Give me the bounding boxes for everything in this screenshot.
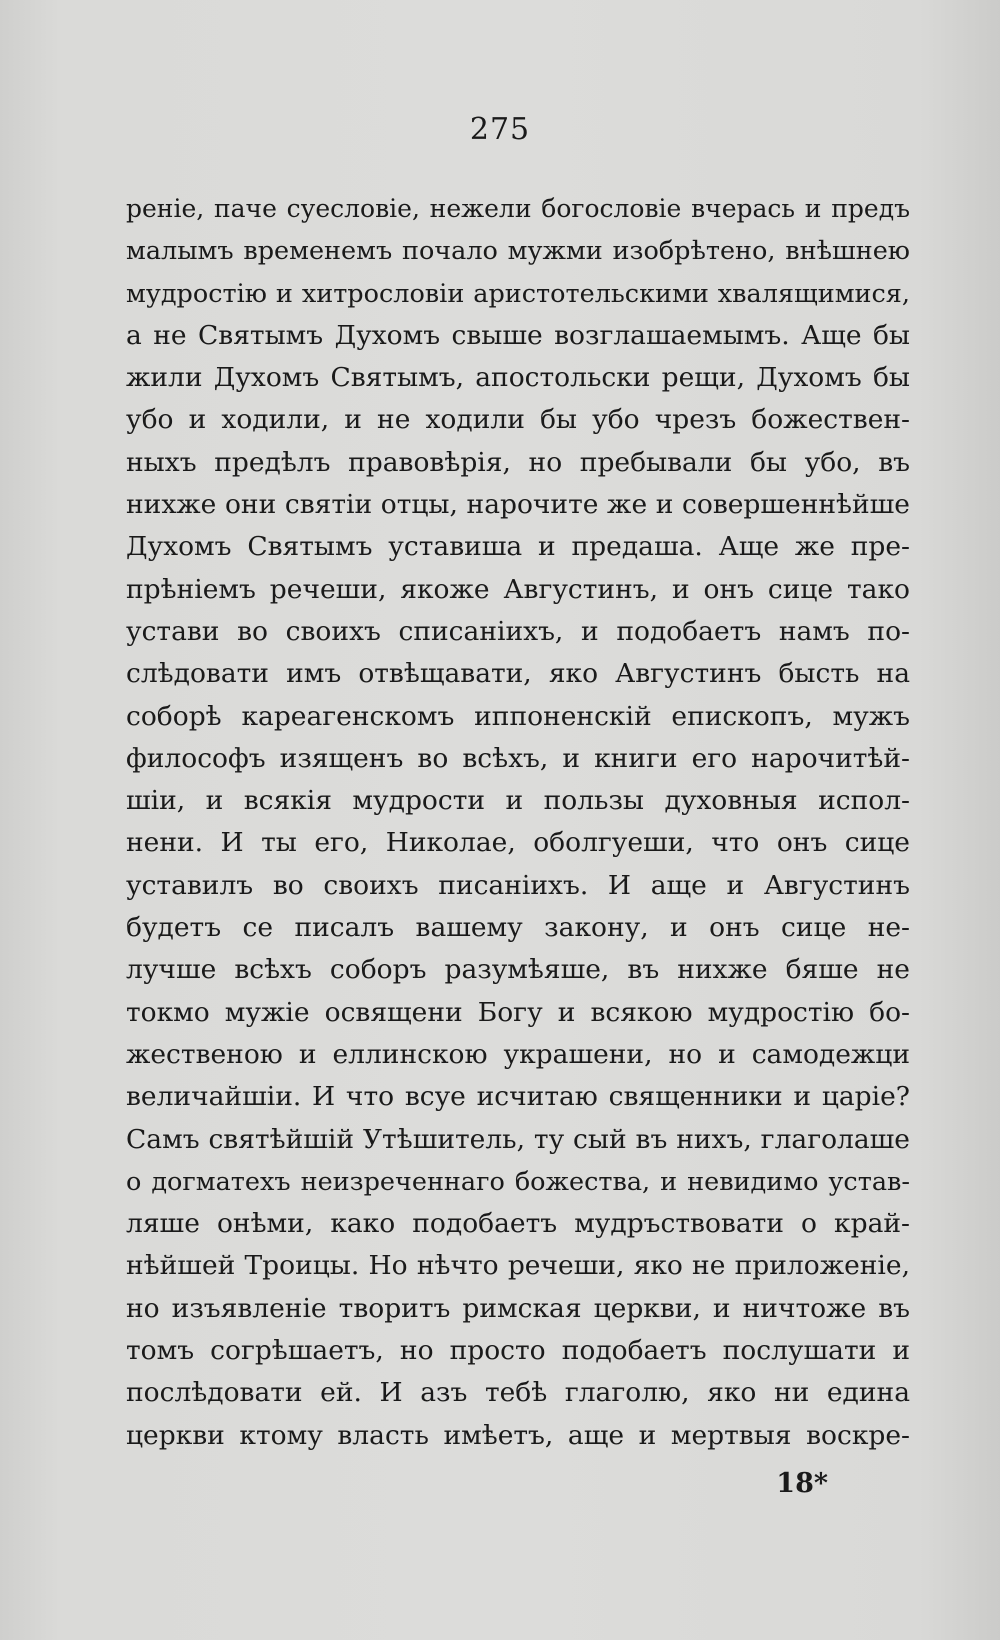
text-line: послѣдовати ей. И азъ тебѣ глаголю, яко ни едина [126,1377,910,1409]
text-line: ляше онѣми, како подобаетъ мудръствовати о край- [126,1208,910,1240]
text-line: мудростію и хитрословіи аристотельскими хвалящимися, [126,278,910,309]
text-line: слѣдовати имъ отвѣщавати, яко Августинъ бысть на [126,658,910,690]
text-line: томъ согрѣшаетъ, но просто подобаетъ послушати и [126,1335,910,1367]
text-line: ныхъ предѣлъ правовѣрія, но пребывали бы убо, въ [126,446,910,478]
text-line: реніе, паче суесловіе, нежели богословіе вчерась и предъ [126,194,910,223]
text-line: Духомъ Святымъ уставиша и предаша. Аще же пре- [126,531,910,563]
text-line: жили Духомъ Святымъ, апостольски рещи, Духомъ бы [126,362,910,394]
text-line: соборѣ кареагенскомъ иппоненскій епископъ, мужъ [126,700,910,732]
text-line: но изъявленіе творитъ римская церкви, и ничтоже въ [126,1292,910,1324]
text-line: церкви ктому власть имѣетъ, аще и мертвыя воскре- [126,1419,910,1451]
text-line: а не Святымъ Духомъ свыше возглашаемымъ. Аще бы [126,319,910,351]
text-line: философъ изященъ во всѣхъ, и книги его нарочитѣй- [126,742,910,774]
text-line: устави во своихъ списаніихъ, и подобаетъ намъ по- [126,615,910,647]
text-line: будетъ се писалъ вашему закону, и онъ сице не- [126,912,910,944]
text-line: о догматехъ неизреченнаго божества, и невидимо устав- [126,1166,910,1197]
text-line: величайшіи. И что всуе исчитаю священники и царіе? [126,1081,910,1113]
text-line: прѣніемъ речеши, якоже Августинъ, и онъ сице тако [126,573,910,605]
text-line: жественою и еллинскою украшени, но и самодежци [126,1038,910,1070]
body-text [126,188,910,1457]
text-line: Самъ святѣйшій Утѣшитель, ту сый въ нихъ, глаголаше [126,1123,910,1155]
text-line: убо и ходили, и не ходили бы убо чрезъ божествен- [126,404,910,436]
page-number: 275 [469,112,531,147]
text-line: лучше всѣхъ соборъ разумѣяше, въ нихже бяше не [126,954,910,986]
printer-signature-mark: 18* [776,1468,828,1499]
text-line: уставилъ во своихъ писаніихъ. И аще и Августинъ [126,869,910,901]
text-line: нѣйшей Троицы. Но нѣчто речеши, яко не приложеніе, [126,1250,910,1282]
text-line: токмо мужіе освящени Богу и всякою мудростію бо- [126,996,910,1028]
text-line: нени. И ты его, Николае, оболгуеши, что онъ сице [126,827,910,859]
text-line: шіи, и всякія мудрости и пользы духовныя испол- [126,785,910,817]
text-line: нихже они святіи отцы, нарочите же и совершеннѣйше [126,489,910,521]
text-line: малымъ временемъ почало мужми изобрѣтено, внѣшнею [126,236,910,267]
